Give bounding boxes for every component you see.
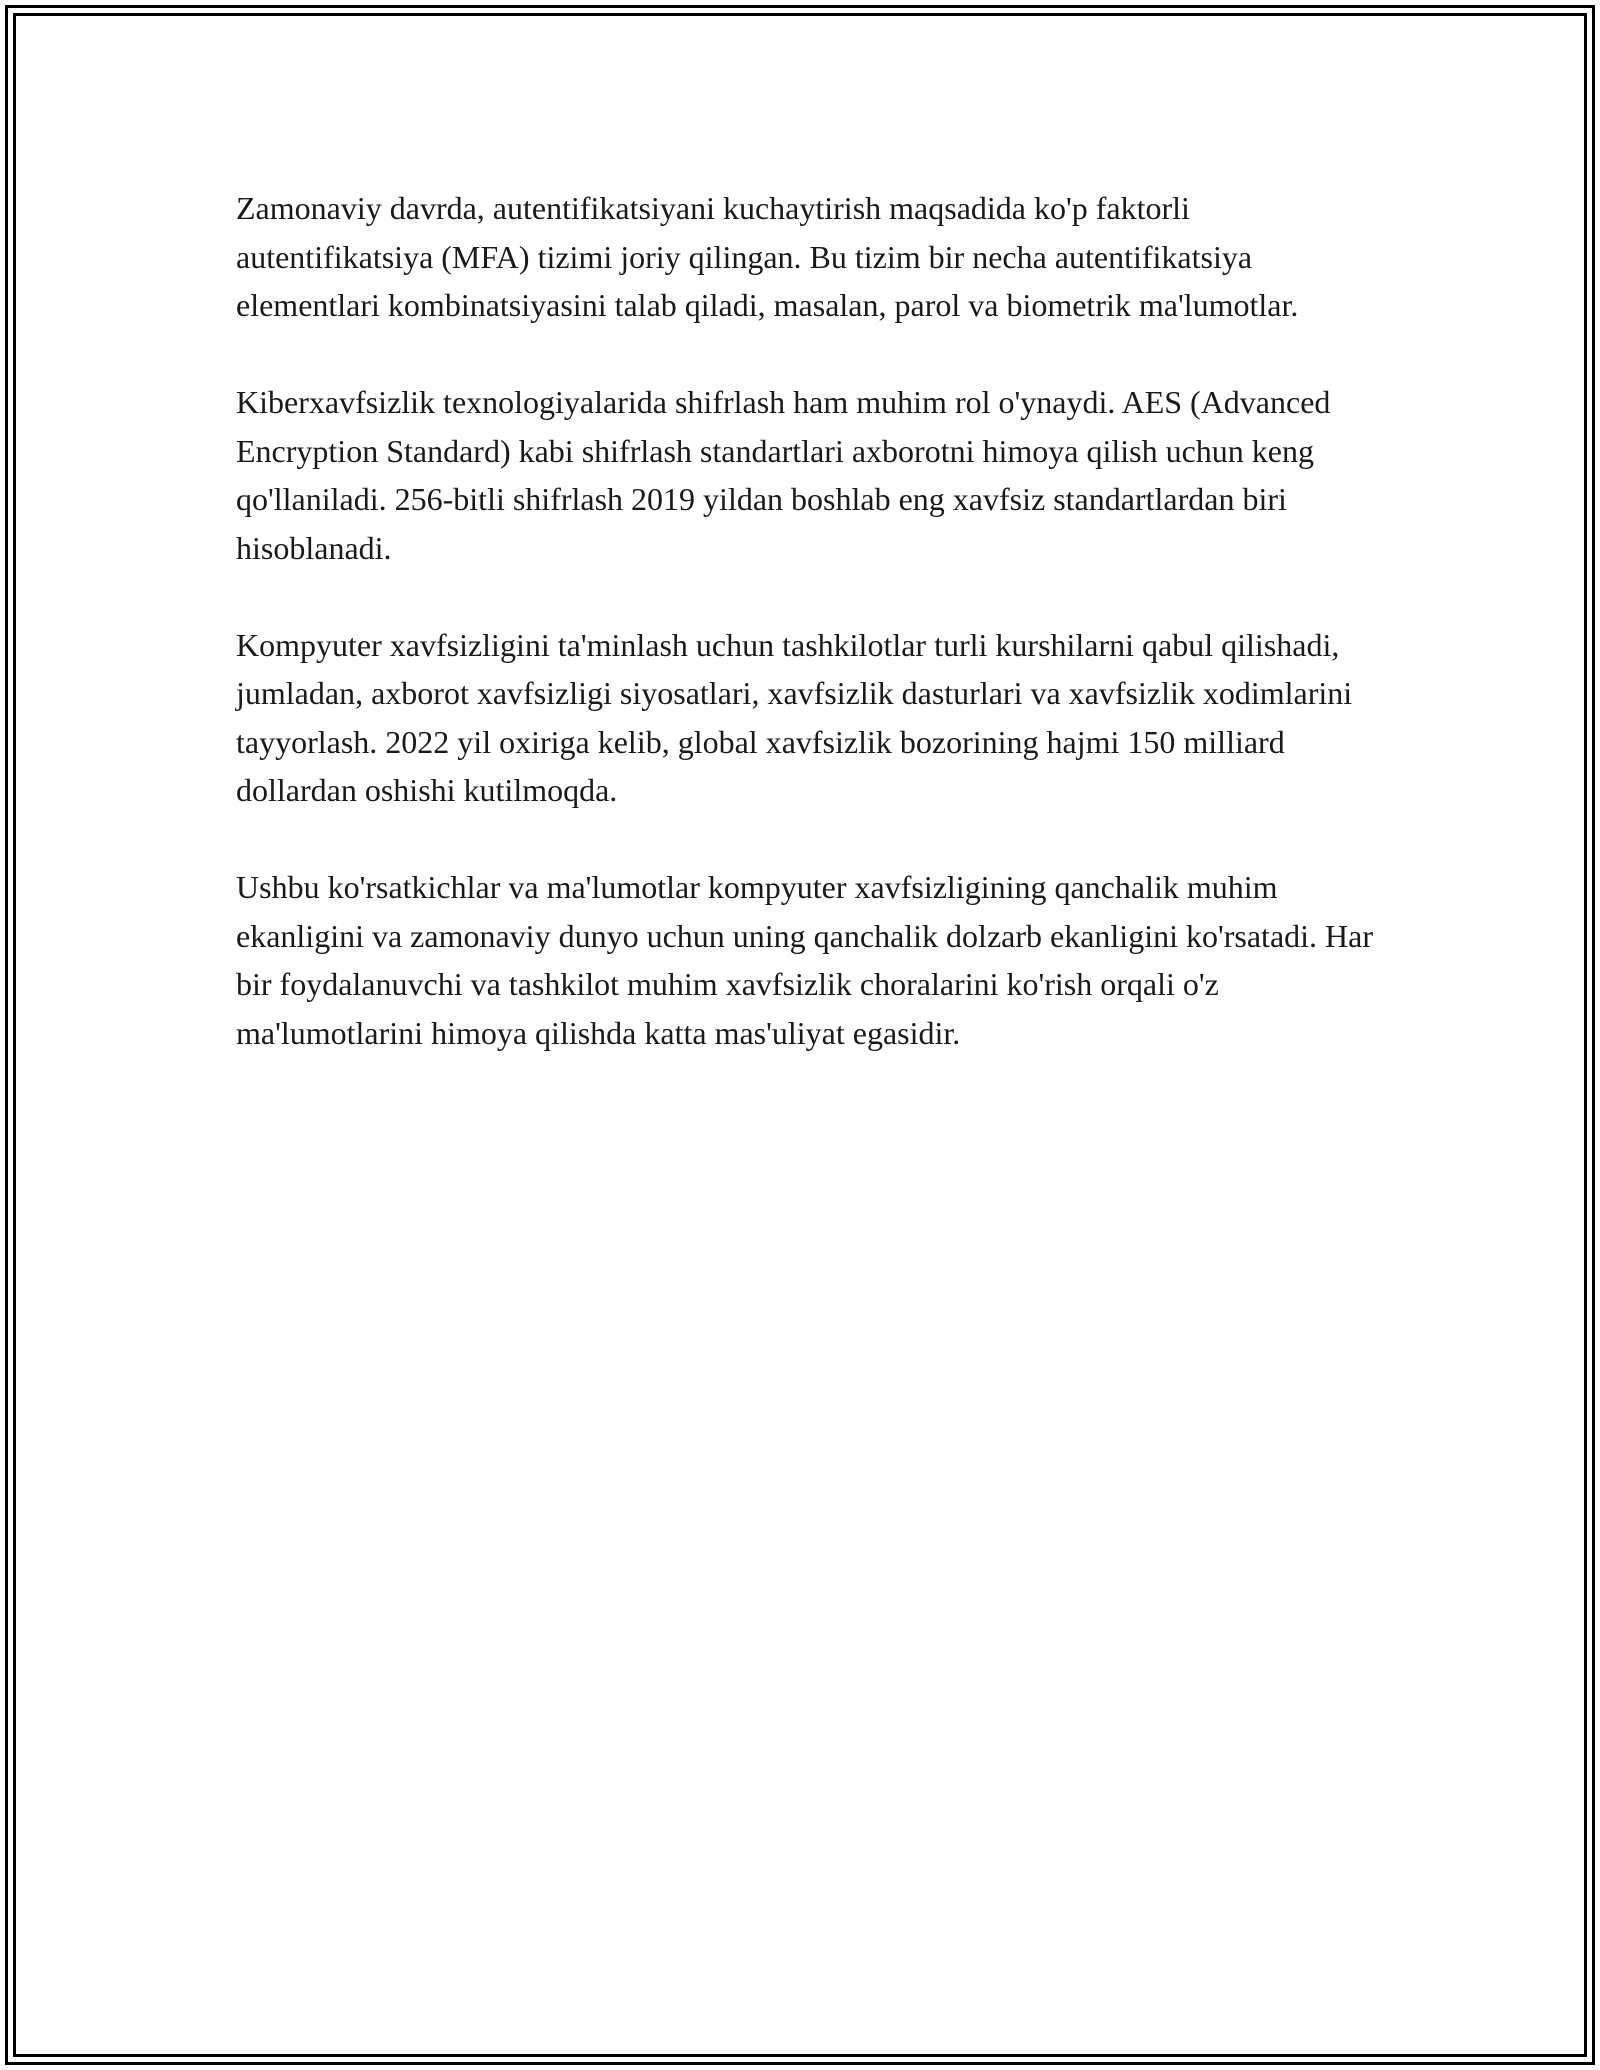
paragraph-conclusion: Ushbu ko'rsatkichlar va ma'lumotlar kompyuter xavfsizligining qanchalik muhim ekanligini va zamonaviy dunyo uchun uning qanchalik dolzarb ekanligini ko'rsatadi. Har bir foydalanuvchi va tashkilot muhim xavfsizlik choralarini ko'rish orqali o'z ma'lumotlarini himoya qilishda katta mas'uliyat egasidir. — [236, 869, 1373, 1051]
document-body — [236, 184, 1376, 1106]
paragraph-mfa: Zamonaviy davrda, autentifikatsiyani kuchaytirish maqsadida ko'p faktorli autentifikatsiya (MFA) tizimi joriy qilingan. Bu tizim bir necha autentifikatsiya elementlari kombinatsiyasini talab qiladi, masalan, parol va biometrik ma'lumotlar. — [236, 190, 1299, 323]
paragraph-organizations: Kompyuter xavfsizligini ta'minlash uchun tashkilotlar turli kurshilarni qabul qilishadi, jumladan, axborot xavfsizligi siyosatlari, xavfsizlik dasturlari va xavfsizlik xodimlarini tayyorlash. 2022 yil oxiriga kelib, global xavfsizlik bozorining hajmi 150 milliard dollardan oshishi kutilmoqda. — [236, 626, 1353, 808]
paragraph-encryption: Kiberxavfsizlik texnologiyalarida shifrlash ham muhim rol o'ynaydi. AES (Advanced Encryption Standard) kabi shifrlash standartlari axborotni himoya qilish uchun keng qo'llaniladi. 256-bitli shifrlash 2019 yildan boshlab eng xavfsiz standartlardan biri hisoblanadi. — [236, 384, 1331, 566]
